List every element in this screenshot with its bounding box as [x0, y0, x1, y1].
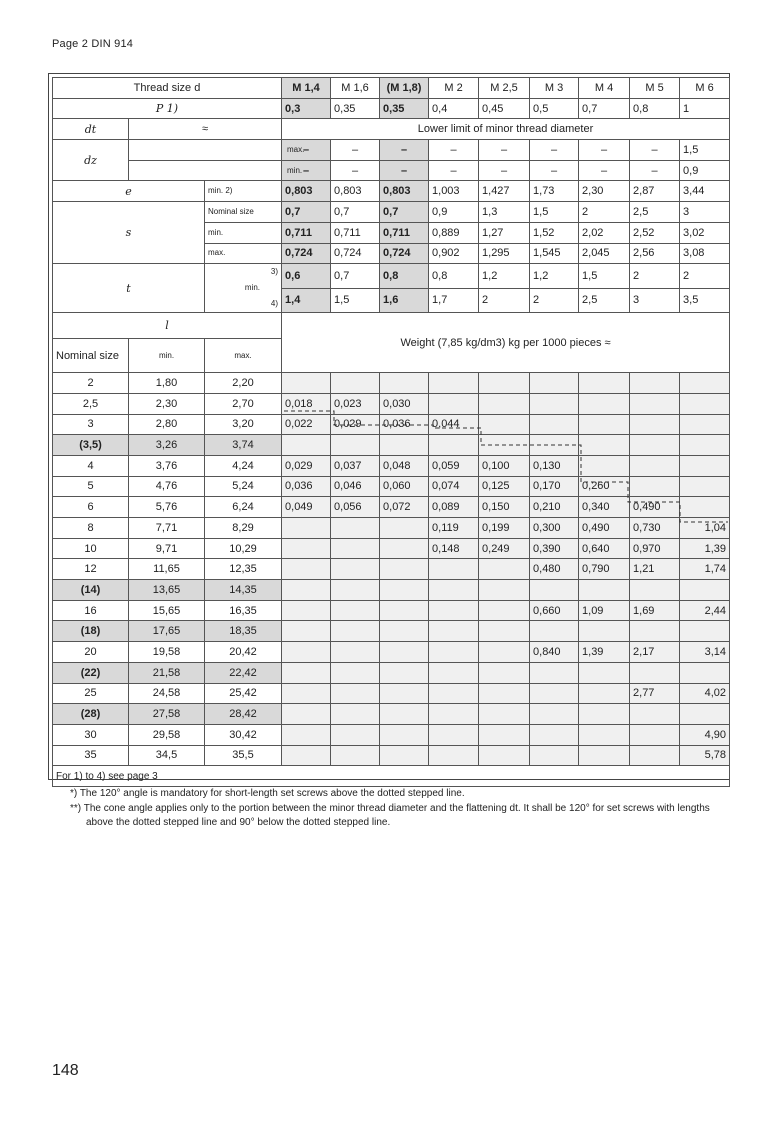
weight-value: 0,840 [530, 642, 579, 663]
weight-value: 4,02 [680, 683, 730, 704]
size-header: M 2 [429, 78, 479, 99]
length-max: 2,20 [205, 373, 282, 394]
dz-max-value: – [530, 140, 579, 161]
e-min-value: 0,803 [331, 181, 380, 202]
t3-value: 0,7 [331, 264, 380, 289]
s-nom-value: 1,5 [530, 202, 579, 223]
length-nominal: 12 [53, 559, 129, 580]
s-min-value: 2,52 [630, 222, 680, 243]
length-max: 20,42 [205, 642, 282, 663]
weight-value: 0,036 [380, 414, 429, 435]
dz-min-value: – [579, 160, 630, 181]
s-max-value: 0,902 [429, 243, 479, 264]
length-min: 3,76 [129, 455, 205, 476]
weight-value: 1,39 [680, 538, 730, 559]
length-max: 18,35 [205, 621, 282, 642]
length-nominal: 2 [53, 373, 129, 394]
weight-value: 1,09 [579, 600, 630, 621]
nominal-size-small-label: Nominal size [205, 202, 282, 223]
weight-value: 0,100 [479, 455, 530, 476]
pitch-value: 0,3 [282, 98, 331, 119]
pitch-value: 0,7 [579, 98, 630, 119]
weight-value: 0,119 [429, 518, 479, 539]
weight-value: 0,480 [530, 559, 579, 580]
note-4-label: 4) [270, 299, 279, 309]
dt-text: Lower limit of minor thread diameter [282, 119, 730, 140]
weight-value: 0,060 [380, 476, 429, 497]
weight-value: 0,170 [530, 476, 579, 497]
length-nominal: 35 [53, 745, 129, 766]
size-header: M 5 [630, 78, 680, 99]
length-nominal: (22) [53, 662, 129, 683]
weight-value: 0,029 [331, 414, 380, 435]
length-nominal: 8 [53, 518, 129, 539]
length-min: 15,65 [129, 600, 205, 621]
l-max-label: max. [205, 339, 282, 373]
t-min-text: min. [244, 283, 261, 293]
weight-value: 0,210 [530, 497, 579, 518]
length-min: 21,58 [129, 662, 205, 683]
note-3-label: 3) [270, 267, 279, 277]
s-min-label: min. [205, 222, 282, 243]
t3-value: 0,8 [380, 264, 429, 289]
length-nominal: (14) [53, 580, 129, 601]
length-min: 5,76 [129, 497, 205, 518]
weight-value: 0,260 [579, 476, 630, 497]
length-nominal: 10 [53, 538, 129, 559]
e-min-value: 3,44 [680, 181, 730, 202]
weight-value: 0,022 [282, 414, 331, 435]
min-label: min. [129, 160, 282, 181]
weight-value: 3,14 [680, 642, 730, 663]
weight-value: 0,046 [331, 476, 380, 497]
note-1: *) The 120° angle is mandatory for short-length set screws above the dotted stepped line. [70, 788, 465, 799]
pitch-value: 0,45 [479, 98, 530, 119]
weight-value: 1,39 [579, 642, 630, 663]
length-nominal: 20 [53, 642, 129, 663]
t3-value: 2 [680, 264, 730, 289]
weight-value: 0,970 [630, 538, 680, 559]
page-number: 148 [52, 1062, 79, 1079]
s-min-value: 0,711 [380, 222, 429, 243]
length-min: 4,76 [129, 476, 205, 497]
length-min: 17,65 [129, 621, 205, 642]
s-max-value: 1,295 [479, 243, 530, 264]
weight-value: 0,340 [579, 497, 630, 518]
length-nominal: 3 [53, 414, 129, 435]
s-nom-value: 2 [579, 202, 630, 223]
s-max-value: 0,724 [331, 243, 380, 264]
s-max-value: 0,724 [282, 243, 331, 264]
weight-value: 2,77 [630, 683, 680, 704]
pitch-value: 0,5 [530, 98, 579, 119]
weight-value: 1,69 [630, 600, 680, 621]
weight-value: 1,21 [630, 559, 680, 580]
length-min: 27,58 [129, 704, 205, 725]
t3-value: 0,6 [282, 264, 331, 289]
weight-value: 0,048 [380, 455, 429, 476]
length-nominal: 30 [53, 724, 129, 745]
weight-value: 0,072 [380, 497, 429, 518]
t3-value: 2 [630, 264, 680, 289]
weight-value: 0,037 [331, 455, 380, 476]
length-nominal: 4 [53, 455, 129, 476]
e-min-value: 0,803 [380, 181, 429, 202]
length-max: 3,20 [205, 414, 282, 435]
weight-value: 0,125 [479, 476, 530, 497]
s-nom-value: 0,7 [331, 202, 380, 223]
l-min-label: min. [129, 339, 205, 373]
length-max: 30,42 [205, 724, 282, 745]
s-max-label: max. [205, 243, 282, 264]
t3-value: 1,2 [530, 264, 579, 289]
e-min-value: 0,803 [282, 181, 331, 202]
s-min-value: 0,889 [429, 222, 479, 243]
dt-label: dt [53, 119, 129, 140]
e-min-value: 1,427 [479, 181, 530, 202]
weight-value: 0,059 [429, 455, 479, 476]
weight-value: 0,640 [579, 538, 630, 559]
length-max: 2,70 [205, 393, 282, 414]
dz-max-value: – [479, 140, 530, 161]
s-max-value: 3,08 [680, 243, 730, 264]
weight-value: 0,300 [530, 518, 579, 539]
t3-value: 0,8 [429, 264, 479, 289]
length-min: 13,65 [129, 580, 205, 601]
e-min-value: 1,003 [429, 181, 479, 202]
pitch-value: 1 [680, 98, 730, 119]
s-nom-value: 3 [680, 202, 730, 223]
weight-value: 5,78 [680, 745, 730, 766]
s-min-value: 0,711 [331, 222, 380, 243]
weight-value: 2,17 [630, 642, 680, 663]
l-label: l [53, 313, 282, 339]
s-label: s [53, 202, 205, 264]
length-nominal: (28) [53, 704, 129, 725]
t4-value: 3,5 [680, 288, 730, 313]
t-label: t [53, 264, 205, 313]
length-max: 12,35 [205, 559, 282, 580]
length-max: 16,35 [205, 600, 282, 621]
length-max: 6,24 [205, 497, 282, 518]
t4-value: 2 [530, 288, 579, 313]
e-min-value: 2,30 [579, 181, 630, 202]
size-header: M 1,6 [331, 78, 380, 99]
s-min-value: 1,52 [530, 222, 579, 243]
nominal-size-label: Nominal size [53, 339, 129, 373]
s-min-value: 3,02 [680, 222, 730, 243]
dz-min-value: – [630, 160, 680, 181]
dz-min-value: – [429, 160, 479, 181]
dz-max-value: – [331, 140, 380, 161]
length-min: 19,58 [129, 642, 205, 663]
length-min: 7,71 [129, 518, 205, 539]
s-min-value: 2,02 [579, 222, 630, 243]
t4-value: 1,5 [331, 288, 380, 313]
length-max: 10,29 [205, 538, 282, 559]
weight-value: 0,023 [331, 393, 380, 414]
length-min: 3,26 [129, 435, 205, 456]
dz-min-value: – [479, 160, 530, 181]
weight-value: 4,90 [680, 724, 730, 745]
min2-label: min. 2) [205, 181, 282, 202]
weight-value: 0,056 [331, 497, 380, 518]
e-label: e [53, 181, 205, 202]
weight-value: 0,150 [479, 497, 530, 518]
dz-max-value: – [282, 140, 331, 161]
e-min-value: 1,73 [530, 181, 579, 202]
weight-value: 0,490 [630, 497, 680, 518]
s-max-value: 2,045 [579, 243, 630, 264]
s-max-value: 1,545 [530, 243, 579, 264]
length-nominal: 5 [53, 476, 129, 497]
length-nominal: (3,5) [53, 435, 129, 456]
length-min: 2,30 [129, 393, 205, 414]
weight-value: 0,074 [429, 476, 479, 497]
t4-value: 1,4 [282, 288, 331, 313]
length-max: 4,24 [205, 455, 282, 476]
length-max: 3,74 [205, 435, 282, 456]
length-max: 8,29 [205, 518, 282, 539]
length-nominal: 25 [53, 683, 129, 704]
dz-min-value: 0,9 [680, 160, 730, 181]
dz-max-value: – [579, 140, 630, 161]
length-min: 29,58 [129, 724, 205, 745]
weight-value: 0,148 [429, 538, 479, 559]
weight-value: 0,044 [429, 414, 479, 435]
length-nominal: 2,5 [53, 393, 129, 414]
length-max: 25,42 [205, 683, 282, 704]
size-header: M 1,4 [282, 78, 331, 99]
dz-min-value: – [331, 160, 380, 181]
t4-value: 3 [630, 288, 680, 313]
length-nominal: 16 [53, 600, 129, 621]
weight-value: 0,490 [579, 518, 630, 539]
t4-value: 1,6 [380, 288, 429, 313]
weight-value: 0,029 [282, 455, 331, 476]
weight-value: 0,036 [282, 476, 331, 497]
s-max-value: 2,56 [630, 243, 680, 264]
s-min-value: 1,27 [479, 222, 530, 243]
pitch-value: 0,35 [380, 98, 429, 119]
dz-max-value: – [429, 140, 479, 161]
length-max: 5,24 [205, 476, 282, 497]
length-nominal: (18) [53, 621, 129, 642]
weight-value: 0,660 [530, 600, 579, 621]
weight-label: Weight (7,85 kg/dm3) kg per 1000 pieces ≈ [282, 313, 730, 373]
t4-value: 2 [479, 288, 530, 313]
weight-value: 0,130 [530, 455, 579, 476]
length-max: 28,42 [205, 704, 282, 725]
length-nominal: 6 [53, 497, 129, 518]
length-min: 11,65 [129, 559, 205, 580]
length-min: 1,80 [129, 373, 205, 394]
thread-size-label: Thread size d [53, 78, 282, 99]
dz-max-value: – [380, 140, 429, 161]
max-label: max. [129, 140, 282, 161]
pitch-value: 0,35 [331, 98, 380, 119]
s-max-value: 0,724 [380, 243, 429, 264]
dz-min-value: – [530, 160, 579, 181]
pitch-value: 0,4 [429, 98, 479, 119]
weight-value: 0,018 [282, 393, 331, 414]
dz-min-value: – [282, 160, 331, 181]
approx-label: ≈ [129, 119, 282, 140]
length-min: 24,58 [129, 683, 205, 704]
length-min: 9,71 [129, 538, 205, 559]
size-header: M 3 [530, 78, 579, 99]
stepped-line [284, 411, 728, 522]
weight-value: 0,390 [530, 538, 579, 559]
e-min-value: 2,87 [630, 181, 680, 202]
s-nom-value: 0,9 [429, 202, 479, 223]
pitch-value: 0,8 [630, 98, 680, 119]
weight-value: 0,790 [579, 559, 630, 580]
weight-value: 0,730 [630, 518, 680, 539]
weight-value: 0,249 [479, 538, 530, 559]
s-min-value: 0,711 [282, 222, 331, 243]
s-nom-value: 0,7 [380, 202, 429, 223]
dz-min-value: – [380, 160, 429, 181]
dz-max-value: 1,5 [680, 140, 730, 161]
size-header: M 2,5 [479, 78, 530, 99]
t3-value: 1,2 [479, 264, 530, 289]
page-header: Page 2 DIN 914 [52, 38, 134, 50]
size-header: M 6 [680, 78, 730, 99]
length-max: 22,42 [205, 662, 282, 683]
weight-value: 0,089 [429, 497, 479, 518]
size-header: M 4 [579, 78, 630, 99]
weight-value: 0,199 [479, 518, 530, 539]
weight-value: 1,74 [680, 559, 730, 580]
size-header: (M 1,8) [380, 78, 429, 99]
note-2: **) The cone angle applies only to the portion between the minor thread diameter and the flattening dt. It shall be 120° for set screws with lengths above the dotted stepped line and 90° below the dotted stepped line. [70, 803, 710, 828]
footnote-ref: For 1) to 4) see page 3 [53, 766, 730, 787]
weight-value: 1,04 [680, 518, 730, 539]
length-max: 14,35 [205, 580, 282, 601]
s-nom-value: 1,3 [479, 202, 530, 223]
dz-label: dz [53, 140, 129, 181]
dz-max-value: – [630, 140, 680, 161]
weight-value: 0,030 [380, 393, 429, 414]
t3-value: 1,5 [579, 264, 630, 289]
length-min: 2,80 [129, 414, 205, 435]
weight-value: 2,44 [680, 600, 730, 621]
t4-value: 1,7 [429, 288, 479, 313]
length-max: 35,5 [205, 745, 282, 766]
s-nom-value: 2,5 [630, 202, 680, 223]
weight-value: 0,049 [282, 497, 331, 518]
t4-value: 2,5 [579, 288, 630, 313]
s-nom-value: 0,7 [282, 202, 331, 223]
pitch-label: P 1) [53, 98, 282, 119]
length-min: 34,5 [129, 745, 205, 766]
